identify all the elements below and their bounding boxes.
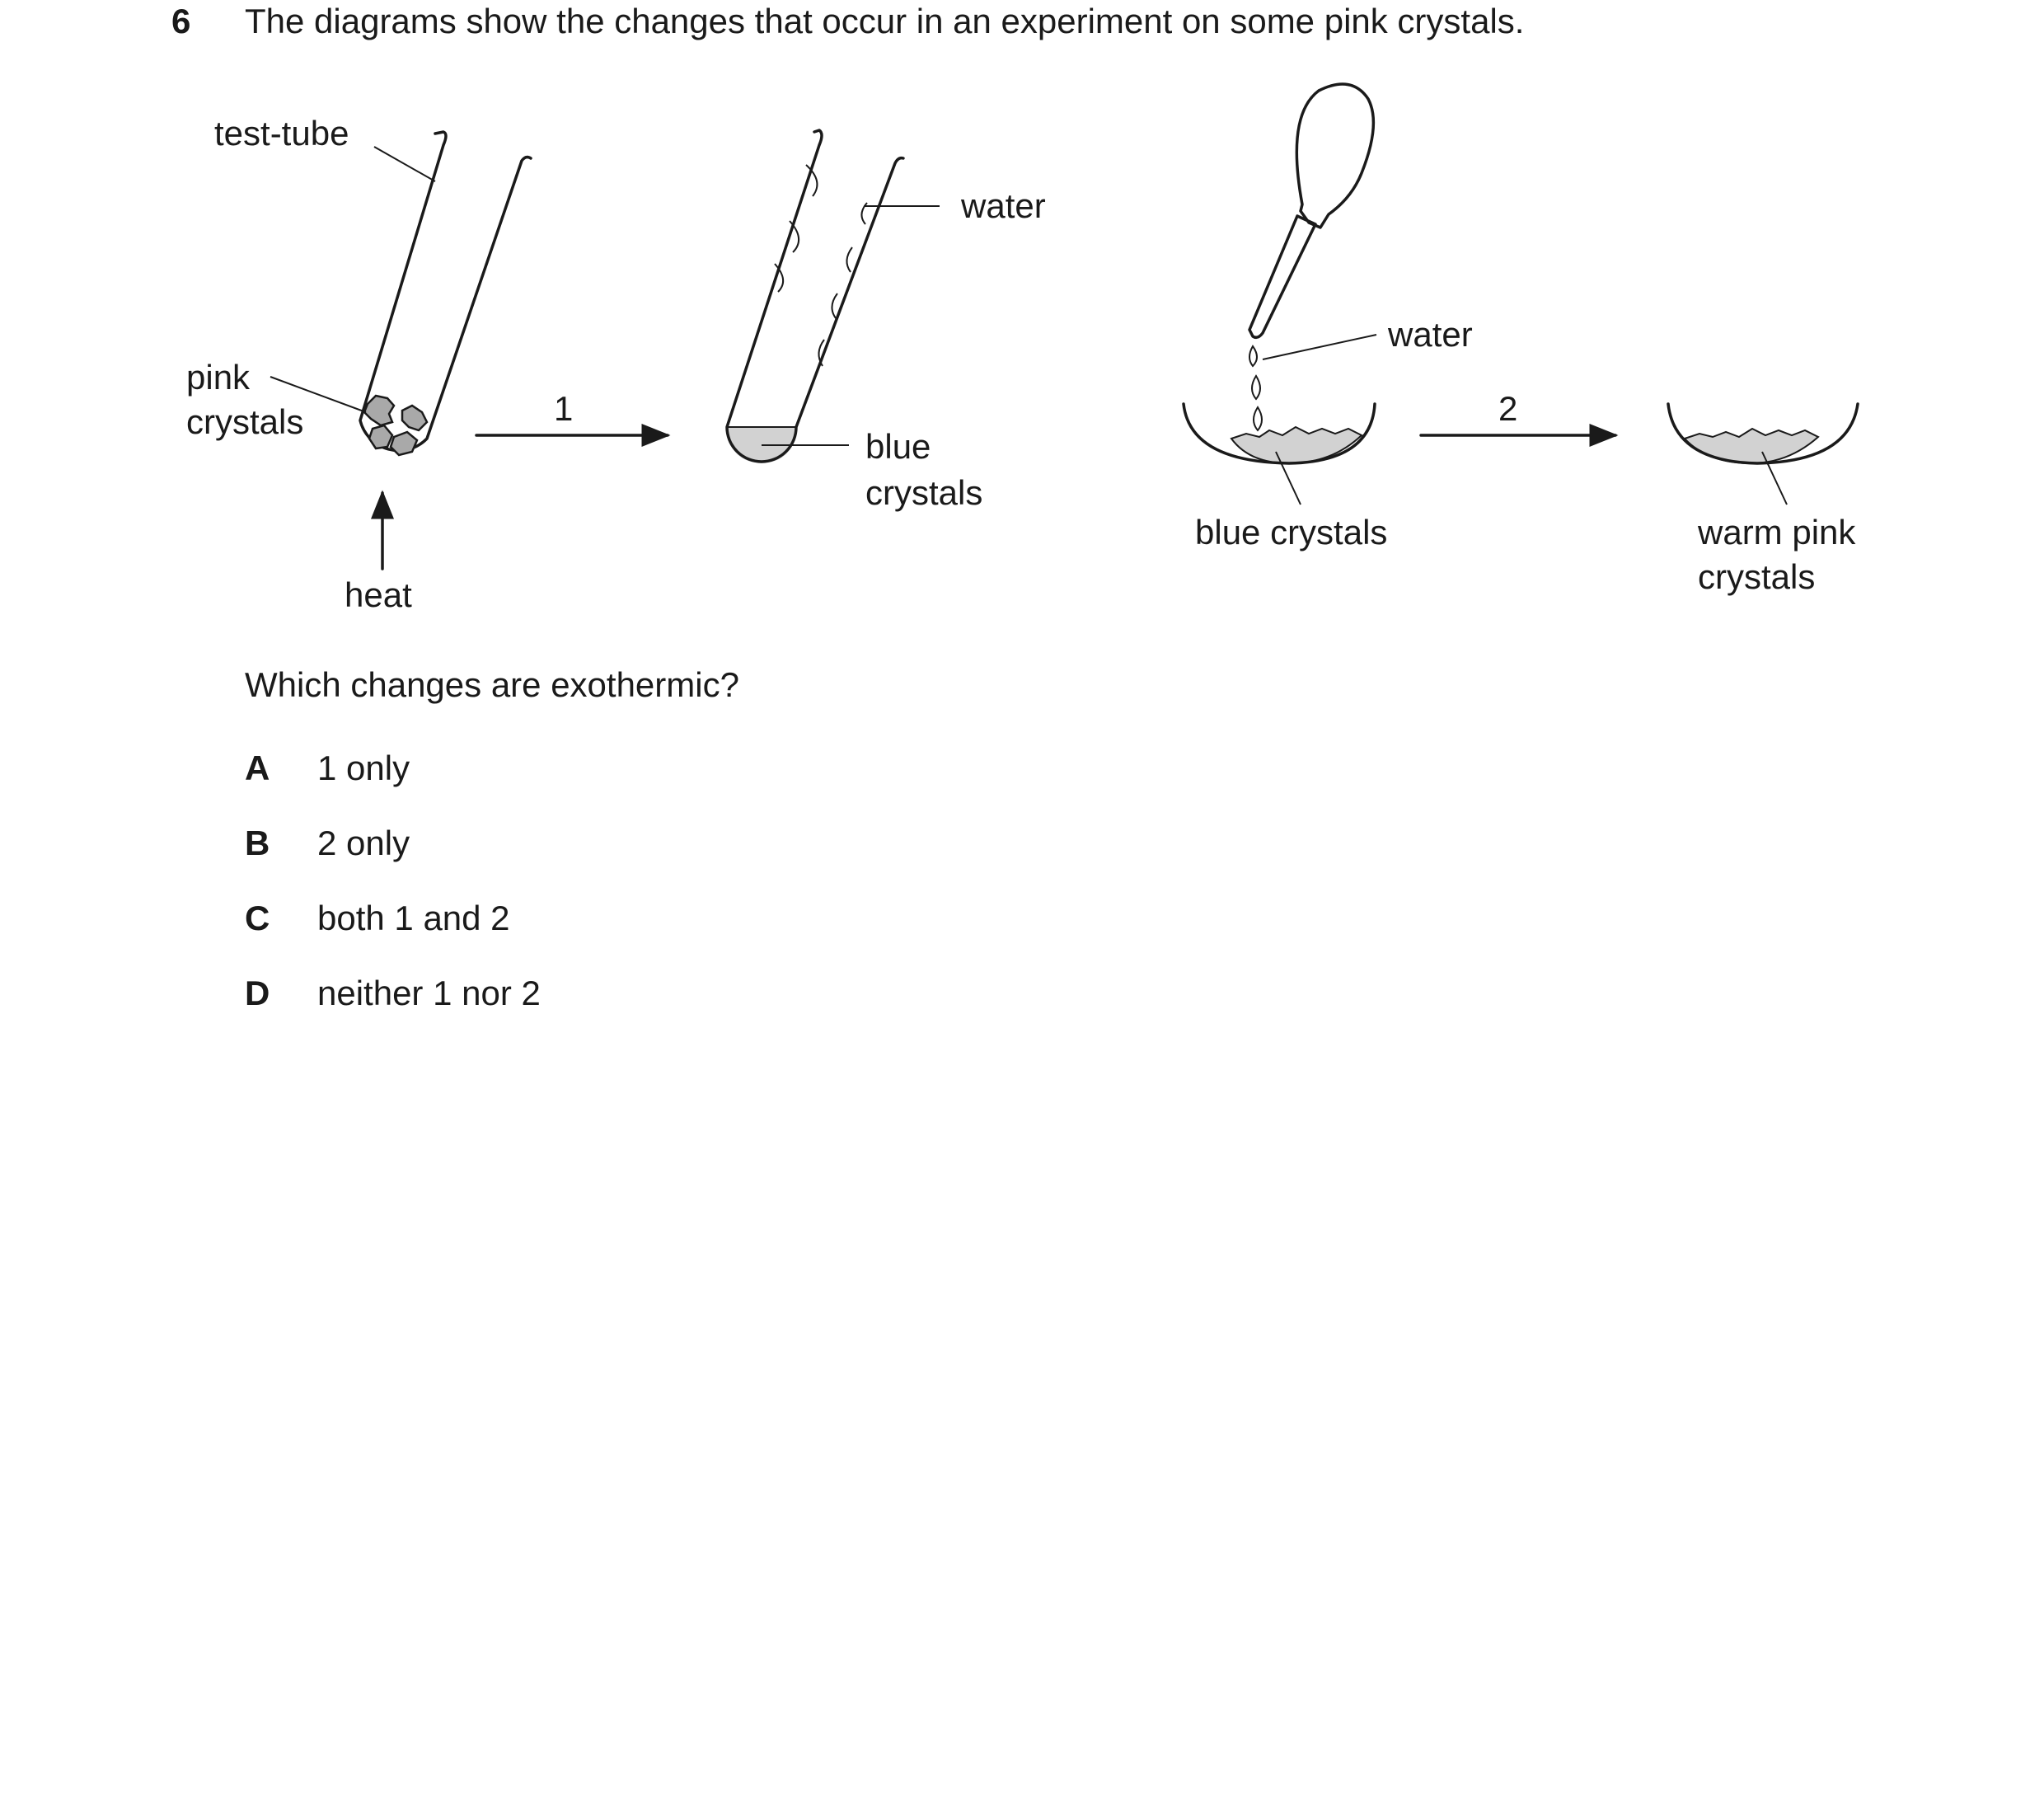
label-step-1: 1 <box>554 389 574 428</box>
option-key: A <box>245 749 270 787</box>
dropper-icon <box>1249 84 1373 430</box>
question-stem: The diagrams show the changes that occur in an experiment on some pink crystals. <box>245 2 1525 40</box>
dish-blue-crystals <box>1184 404 1375 463</box>
experiment-diagram <box>0 0 2044 643</box>
option-key: B <box>245 824 270 862</box>
label-blue: blue <box>865 427 931 466</box>
option-c[interactable] <box>245 897 510 940</box>
label-warm-pink-crystals: crystals <box>1698 557 1816 596</box>
option-text: 2 only <box>317 824 410 862</box>
option-d[interactable] <box>245 972 541 1015</box>
option-text: 1 only <box>317 749 410 787</box>
option-key: C <box>245 899 270 937</box>
label-heat: heat <box>345 575 412 614</box>
label-water-dropper: water <box>1388 315 1473 354</box>
option-key: D <box>245 974 270 1012</box>
question-number: 6 <box>171 2 191 40</box>
option-text: neither 1 nor 2 <box>317 974 541 1012</box>
water-droplets-icon <box>775 165 867 366</box>
question-prompt: Which changes are exothermic? <box>245 665 739 704</box>
option-b[interactable] <box>245 822 410 865</box>
label-warm-pink: warm pink <box>1698 513 1856 552</box>
label-test-tube: test-tube <box>214 114 349 153</box>
label-pink: pink <box>186 358 251 397</box>
label-blue-crystals: crystals <box>865 473 983 512</box>
test-tube-2 <box>727 130 903 463</box>
label-step-2: 2 <box>1498 389 1518 428</box>
label-pink-crystals: crystals <box>186 402 304 441</box>
label-water-tube: water <box>961 186 1046 225</box>
label-blue-crystals-dish: blue crystals <box>1195 513 1388 552</box>
dropper-water-leader-line <box>1263 335 1376 359</box>
test-tube-leader-line <box>374 147 435 181</box>
option-a[interactable] <box>245 747 410 790</box>
option-text: both 1 and 2 <box>317 899 510 937</box>
